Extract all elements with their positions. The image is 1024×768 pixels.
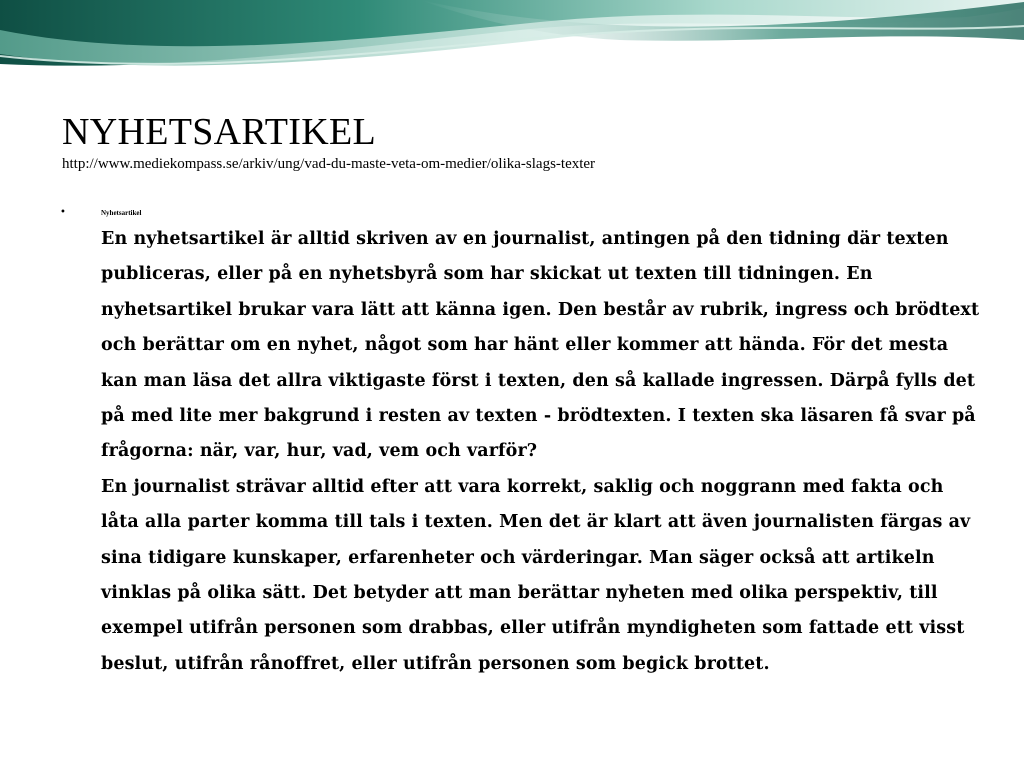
source-url: http://www.mediekompass.se/arkiv/ung/vad-du-maste-veta-om-medier/olika-slags-texter [62,156,596,172]
bullet-marker: • [60,207,66,218]
body-paragraph-2: En journalist strävar alltid efter att vara korrekt, saklig och noggrann med fakta och låta alla parter komma till tals i texten. Men det är klart att även journalisten färgas av sina tidigare kunskaper, erfarenheter och värderingar. Man säger också att artikeln vinklas på olika sätt. Det betyder att man berättar nyheten med olika perspektiv, till exempel utifrån personen som drabbas, eller utifrån myndigheten som fattade ett visst beslut, utifrån rånoffret, eller utifrån personen som begick brottet. [101,476,971,674]
decorative-wave-banner [0,0,1024,80]
slide-title: NYHETSARTIKEL [62,111,377,153]
bullet-label: Nyhetsartikel [101,209,142,217]
article-body [101,222,981,682]
body-paragraph-1: En nyhetsartikel är alltid skriven av en journalist, antingen på den tidning där texten publiceras, eller på en nyhetsbyrå som har skickat ut texten till tidningen. En nyhetsartikel brukar vara lätt att känna igen. Den består av rubrik, ingress och brödtext och berättar om en nyhet, något som har hänt eller kommer att hända. För det mesta kan man läsa det allra viktigaste först i texten, den så kallade ingressen. Därpå fylls det på med lite mer bakgrund i resten av texten - brödtexten. I texten ska läsaren få svar på frågorna: när, var, hur, vad, vem och varför? [101,229,980,462]
